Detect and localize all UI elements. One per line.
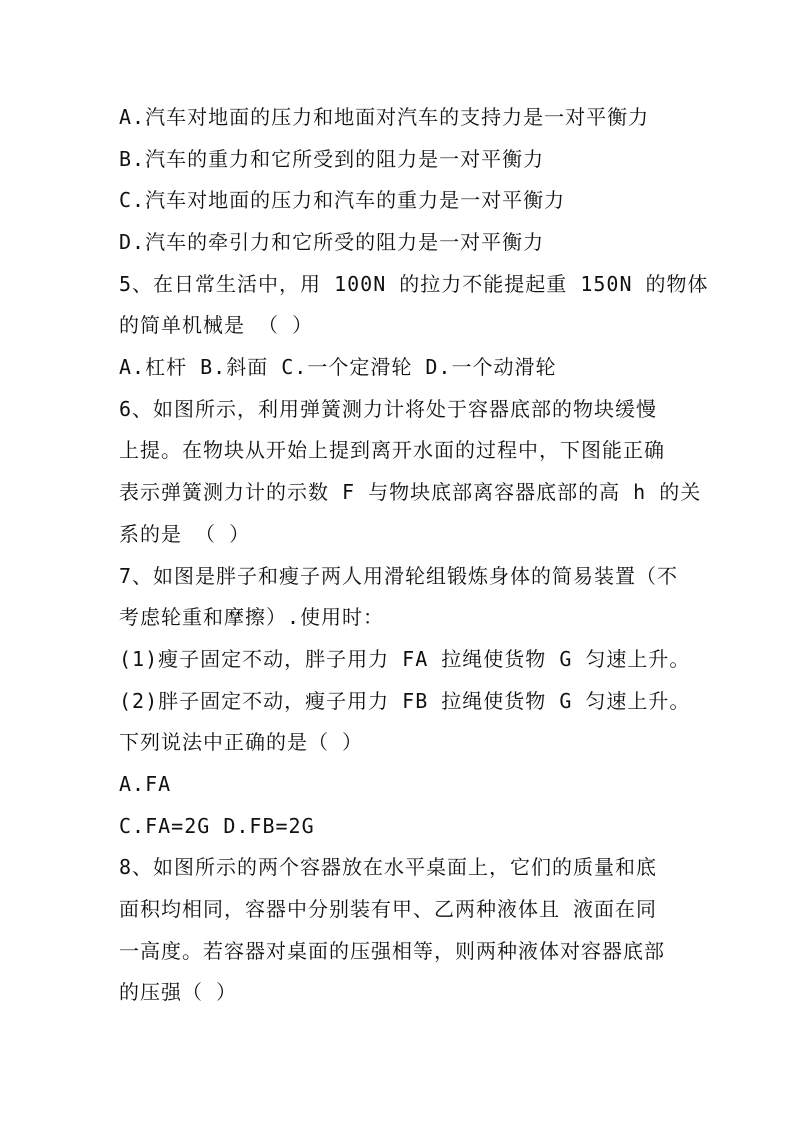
question-7-condition: (1)瘦子固定不动，胖子用力 FA 拉绳使货物 G 匀速上升。 xyxy=(119,647,691,671)
question-8-text: 的压强（ ） xyxy=(119,980,238,1004)
question-8-text: 一高度。若容器对桌面的压强相等，则两种液体对容器底部 xyxy=(119,939,665,963)
question-5-text: 5、在日常生活中，用 100N 的拉力不能提起重 150N 的物体 xyxy=(119,272,709,296)
question-7-options: A.FA xyxy=(119,772,172,796)
question-8-text: 8、如图所示的两个容器放在水平桌面上，它们的质量和底 xyxy=(119,855,658,879)
question-5-text: 的简单机械是 （ ） xyxy=(119,313,314,337)
question-6-text: 上提。在物块从开始上提到离开水面的过程中，下图能正确 xyxy=(119,438,665,462)
question-7-text: 7、如图是胖子和瘦子两人用滑轮组锻炼身体的简易装置（不 xyxy=(119,564,679,588)
question-5-options: A.杠杆 B.斜面 C.一个定滑轮 D.一个动滑轮 xyxy=(119,355,557,379)
option-line: D.汽车的牵引力和它所受的阻力是一对平衡力 xyxy=(119,230,545,254)
question-7-condition: (2)胖子固定不动，瘦子用力 FB 拉绳使货物 G 匀速上升。 xyxy=(119,689,691,713)
option-line: B.汽车的重力和它所受到的阻力是一对平衡力 xyxy=(119,147,545,171)
option-line: A.汽车对地面的压力和地面对汽车的支持力是一对平衡力 xyxy=(119,105,650,129)
question-7-text: 考虑轮重和摩擦）.使用时： xyxy=(119,605,385,629)
question-7-prompt: 下列说法中正确的是（ ） xyxy=(119,730,364,754)
question-6-text: 系的是 （ ） xyxy=(119,522,251,546)
option-line: C.汽车对地面的压力和汽车的重力是一对平衡力 xyxy=(119,188,566,212)
question-7-options: C.FA=2G D.FB=2G xyxy=(119,814,315,838)
question-8-text: 面积均相同，容器中分别装有甲、乙两种液体且 液面在同 xyxy=(119,897,658,921)
question-6-text: 6、如图所示，利用弹簧测力计将处于容器底部的物块缓慢 xyxy=(119,397,658,421)
question-6-text: 表示弹簧测力计的示数 F 与物块底部离容器底部的高 h 的关 xyxy=(119,480,702,504)
